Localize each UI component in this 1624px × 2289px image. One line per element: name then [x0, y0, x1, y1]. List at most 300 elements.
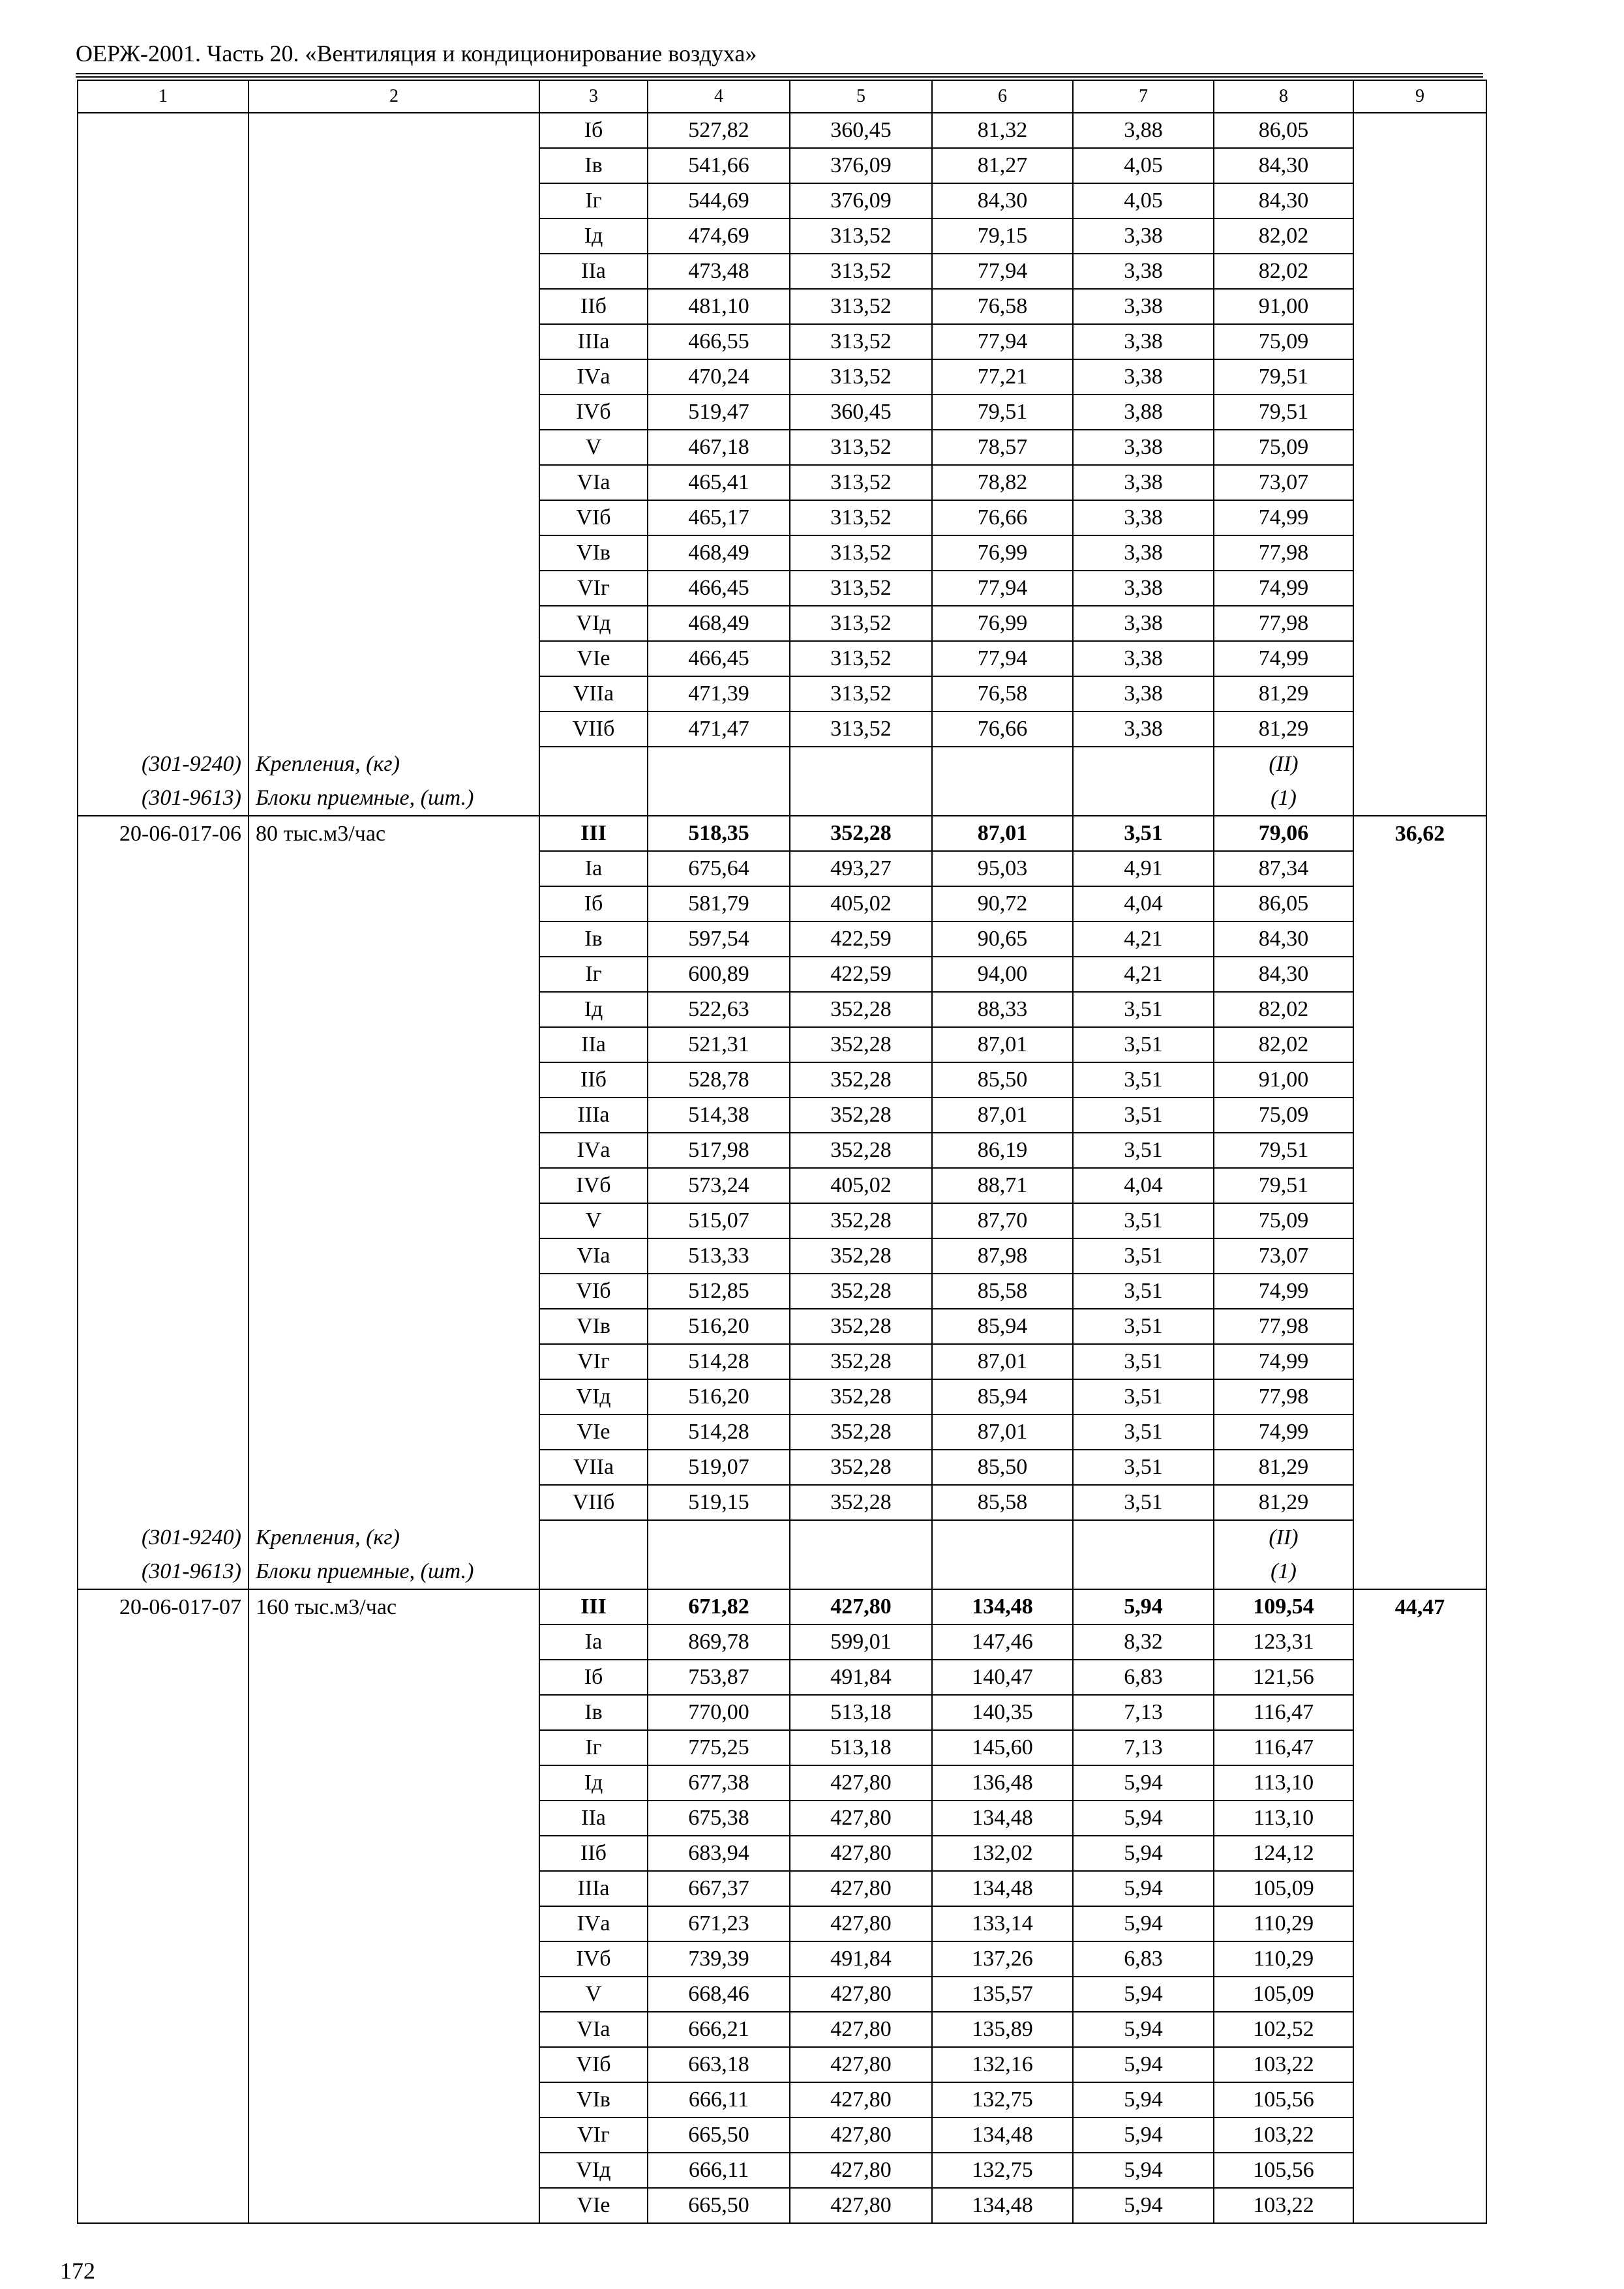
- machine-cost: 77,21: [932, 359, 1073, 395]
- empty-cell: [648, 747, 790, 781]
- wages: 352,28: [790, 1485, 932, 1520]
- materials: 73,07: [1214, 465, 1353, 500]
- materials: 105,09: [1214, 1871, 1353, 1906]
- wages: 313,52: [790, 218, 932, 254]
- empty-cell: [248, 606, 539, 641]
- table-row: [78, 641, 1486, 676]
- materials: 110,29: [1214, 1906, 1353, 1941]
- machine-cost: 95,03: [932, 851, 1073, 886]
- machinist-wages: 3,38: [1073, 254, 1214, 289]
- machinist-wages: 3,38: [1073, 500, 1214, 535]
- empty-cell: [248, 1309, 539, 1344]
- total-cost: 521,31: [648, 1027, 790, 1062]
- materials: 79,06: [1214, 816, 1353, 851]
- machine-cost: 134,48: [932, 1871, 1073, 1906]
- table-row: [78, 1695, 1486, 1730]
- machine-cost: 90,65: [932, 921, 1073, 957]
- total-cost: 573,24: [648, 1168, 790, 1203]
- zone-code: IIIа: [539, 1871, 648, 1906]
- machine-cost: 77,94: [932, 324, 1073, 359]
- table-row: [78, 254, 1486, 289]
- total-cost: 597,54: [648, 921, 790, 957]
- table-row: [78, 886, 1486, 921]
- column-number-row: [78, 80, 1486, 113]
- wages: 313,52: [790, 324, 932, 359]
- total-cost: 675,38: [648, 1801, 790, 1836]
- empty-cell: [790, 747, 932, 781]
- empty-cell: [248, 1977, 539, 2012]
- note-mark: (II): [1214, 1520, 1353, 1555]
- materials: 109,54: [1214, 1589, 1353, 1624]
- materials: 116,47: [1214, 1695, 1353, 1730]
- note-code: (301-9613): [78, 781, 248, 816]
- empty-cell: [248, 1695, 539, 1730]
- total-cost: 519,07: [648, 1450, 790, 1485]
- zone-code: IIб: [539, 289, 648, 324]
- table-row: [78, 1624, 1486, 1660]
- empty-cell: [1353, 359, 1486, 395]
- machinist-wages: 3,51: [1073, 1133, 1214, 1168]
- note-text: Блоки приемные, (шт.): [248, 1555, 539, 1589]
- machinist-wages: 4,04: [1073, 886, 1214, 921]
- empty-cell: [1353, 1765, 1486, 1801]
- wages: 352,28: [790, 1450, 932, 1485]
- empty-cell: [1353, 324, 1486, 359]
- empty-cell: [1353, 2047, 1486, 2082]
- machine-cost: 87,70: [932, 1203, 1073, 1238]
- machine-cost: 90,72: [932, 886, 1073, 921]
- machine-cost: 76,66: [932, 500, 1073, 535]
- empty-cell: [248, 676, 539, 711]
- empty-cell: [78, 1414, 248, 1450]
- materials: 75,09: [1214, 1203, 1353, 1238]
- empty-cell: [78, 1027, 248, 1062]
- table-row: [78, 1274, 1486, 1309]
- zone-code: VIв: [539, 1309, 648, 1344]
- empty-cell: [248, 851, 539, 886]
- zone-code: IIб: [539, 1062, 648, 1098]
- empty-cell: [78, 1801, 248, 1836]
- empty-cell: [248, 1344, 539, 1379]
- wages: 313,52: [790, 430, 932, 465]
- empty-cell: [78, 1238, 248, 1274]
- empty-cell: [248, 113, 539, 148]
- total-cost: 665,50: [648, 2188, 790, 2223]
- zone-code: VIе: [539, 641, 648, 676]
- empty-cell: [78, 395, 248, 430]
- empty-cell: [78, 1836, 248, 1871]
- empty-cell: [248, 2188, 539, 2223]
- empty-cell: [78, 957, 248, 992]
- zone-code: IVб: [539, 395, 648, 430]
- machine-cost: 78,57: [932, 430, 1073, 465]
- wages: 352,28: [790, 1203, 932, 1238]
- note-mark: (1): [1214, 1555, 1353, 1589]
- wages: 313,52: [790, 606, 932, 641]
- empty-cell: [78, 2188, 248, 2223]
- empty-cell: [248, 183, 539, 218]
- zone-code: Iд: [539, 992, 648, 1027]
- machinist-wages: 3,51: [1073, 992, 1214, 1027]
- empty-cell: [248, 535, 539, 571]
- empty-cell: [248, 289, 539, 324]
- table-row: [78, 1871, 1486, 1906]
- empty-cell: [1353, 781, 1486, 816]
- total-cost: 466,45: [648, 571, 790, 606]
- total-cost: 675,64: [648, 851, 790, 886]
- empty-cell: [1353, 1871, 1486, 1906]
- machinist-wages: 6,83: [1073, 1941, 1214, 1977]
- total-cost: 581,79: [648, 886, 790, 921]
- table-row: [78, 324, 1486, 359]
- empty-cell: [1353, 2012, 1486, 2047]
- zone-code: IIб: [539, 1836, 648, 1871]
- wages: 313,52: [790, 711, 932, 747]
- empty-cell: [248, 1485, 539, 1520]
- machine-cost: 85,58: [932, 1274, 1073, 1309]
- zone-code: VIIб: [539, 1485, 648, 1520]
- empty-cell: [1353, 1520, 1486, 1555]
- table-row: [78, 1941, 1486, 1977]
- machine-cost: 87,01: [932, 1344, 1073, 1379]
- materials: 77,98: [1214, 535, 1353, 571]
- materials: 84,30: [1214, 148, 1353, 183]
- materials: 124,12: [1214, 1836, 1353, 1871]
- machinist-wages: 5,94: [1073, 2188, 1214, 2223]
- table-row: [78, 992, 1486, 1027]
- empty-cell: [248, 1238, 539, 1274]
- wages: 427,80: [790, 2153, 932, 2188]
- zone-code: IVб: [539, 1941, 648, 1977]
- table-row: [78, 218, 1486, 254]
- empty-cell: [248, 1379, 539, 1414]
- empty-cell: [248, 1062, 539, 1098]
- machine-cost: 132,02: [932, 1836, 1073, 1871]
- machine-cost: 140,35: [932, 1695, 1073, 1730]
- wages: 599,01: [790, 1624, 932, 1660]
- empty-cell: [1353, 148, 1486, 183]
- wages: 352,28: [790, 1133, 932, 1168]
- empty-cell: [78, 1871, 248, 1906]
- table-row: [78, 1133, 1486, 1168]
- empty-cell: [248, 254, 539, 289]
- total-cost: 473,48: [648, 254, 790, 289]
- empty-cell: [1353, 957, 1486, 992]
- empty-cell: [248, 2012, 539, 2047]
- machine-cost: 85,58: [932, 1485, 1073, 1520]
- machinist-wages: 3,38: [1073, 676, 1214, 711]
- table-row: [78, 1344, 1486, 1379]
- machinist-wages: 3,51: [1073, 1274, 1214, 1309]
- zone-code: VIб: [539, 2047, 648, 2082]
- column-number: 1: [78, 80, 248, 113]
- total-cost: 468,49: [648, 606, 790, 641]
- empty-cell: [78, 1344, 248, 1379]
- machine-cost: 87,98: [932, 1238, 1073, 1274]
- table-row: [78, 1836, 1486, 1871]
- total-cost: 666,11: [648, 2153, 790, 2188]
- note-text: Блоки приемные, (шт.): [248, 781, 539, 816]
- wages: 313,52: [790, 254, 932, 289]
- wages: 352,28: [790, 992, 932, 1027]
- empty-cell: [1353, 1309, 1486, 1344]
- materials: 105,56: [1214, 2153, 1353, 2188]
- empty-cell: [248, 1765, 539, 1801]
- materials: 103,22: [1214, 2117, 1353, 2153]
- total-cost: 465,17: [648, 500, 790, 535]
- empty-cell: [78, 606, 248, 641]
- wages: 427,80: [790, 2188, 932, 2223]
- machinist-wages: 4,05: [1073, 148, 1214, 183]
- machine-cost: 88,71: [932, 1168, 1073, 1203]
- empty-cell: [78, 148, 248, 183]
- machine-cost: 76,58: [932, 289, 1073, 324]
- empty-cell: [78, 1203, 248, 1238]
- table-row: [78, 148, 1486, 183]
- total-cost: 471,47: [648, 711, 790, 747]
- materials: 77,98: [1214, 1379, 1353, 1414]
- wages: 493,27: [790, 851, 932, 886]
- empty-cell: [790, 1520, 932, 1555]
- empty-cell: [1073, 747, 1214, 781]
- material-note-row: [78, 1520, 1486, 1555]
- empty-cell: [790, 1555, 932, 1589]
- empty-cell: [1353, 851, 1486, 886]
- column-number: 7: [1073, 80, 1214, 113]
- machinist-wages: 3,51: [1073, 1485, 1214, 1520]
- zone-code: III: [539, 1589, 648, 1624]
- machine-cost: 147,46: [932, 1624, 1073, 1660]
- zone-code: IIIа: [539, 1098, 648, 1133]
- total-cost: 666,11: [648, 2082, 790, 2117]
- wages: 352,28: [790, 1274, 932, 1309]
- materials: 103,22: [1214, 2188, 1353, 2223]
- wages: 513,18: [790, 1730, 932, 1765]
- empty-cell: [248, 641, 539, 676]
- machinist-wages: 3,38: [1073, 641, 1214, 676]
- machine-cost: 87,01: [932, 1027, 1073, 1062]
- empty-cell: [78, 430, 248, 465]
- zone-code: Iг: [539, 183, 648, 218]
- machinist-wages: 3,38: [1073, 218, 1214, 254]
- empty-cell: [248, 359, 539, 395]
- empty-cell: [1353, 606, 1486, 641]
- zone-code: V: [539, 430, 648, 465]
- note-code: (301-9613): [78, 1555, 248, 1589]
- empty-cell: [78, 254, 248, 289]
- materials: 86,05: [1214, 886, 1353, 921]
- price-table-body: [78, 80, 1486, 2223]
- empty-cell: [1353, 921, 1486, 957]
- empty-cell: [78, 676, 248, 711]
- materials: 81,29: [1214, 676, 1353, 711]
- machinist-wages: 3,38: [1073, 324, 1214, 359]
- empty-cell: [248, 2153, 539, 2188]
- machine-cost: 140,47: [932, 1660, 1073, 1695]
- zone-code: VIд: [539, 606, 648, 641]
- header-rule-top: [76, 73, 1483, 74]
- empty-cell: [248, 500, 539, 535]
- empty-cell: [248, 1871, 539, 1906]
- empty-cell: [248, 430, 539, 465]
- empty-cell: [248, 1660, 539, 1695]
- table-row: [78, 1801, 1486, 1836]
- materials: 79,51: [1214, 359, 1353, 395]
- machinist-wages: 5,94: [1073, 2082, 1214, 2117]
- wages: 352,28: [790, 816, 932, 851]
- wages: 427,80: [790, 2117, 932, 2153]
- empty-cell: [248, 1414, 539, 1450]
- machine-cost: 132,75: [932, 2082, 1073, 2117]
- empty-cell: [1353, 2082, 1486, 2117]
- item-code: 20-06-017-06: [78, 816, 248, 851]
- table-row: [78, 1450, 1486, 1485]
- empty-cell: [648, 1555, 790, 1589]
- empty-cell: [78, 1133, 248, 1168]
- table-row: [78, 2153, 1486, 2188]
- empty-cell: [78, 641, 248, 676]
- empty-cell: [1353, 1027, 1486, 1062]
- wages: 352,28: [790, 1414, 932, 1450]
- machine-cost: 134,48: [932, 1801, 1073, 1836]
- zone-code: Iа: [539, 851, 648, 886]
- machinist-wages: 4,91: [1073, 851, 1214, 886]
- total-cost: 468,49: [648, 535, 790, 571]
- machinist-wages: 5,94: [1073, 1589, 1214, 1624]
- empty-cell: [78, 921, 248, 957]
- empty-cell: [1353, 1485, 1486, 1520]
- materials: 91,00: [1214, 1062, 1353, 1098]
- total-cost: 527,82: [648, 113, 790, 148]
- machine-cost: 77,94: [932, 571, 1073, 606]
- table-row: [78, 2082, 1486, 2117]
- zone-code: IIа: [539, 1801, 648, 1836]
- machine-cost: 85,94: [932, 1309, 1073, 1344]
- table-row: [78, 1589, 1486, 1624]
- empty-cell: [932, 1520, 1073, 1555]
- materials: 91,00: [1214, 289, 1353, 324]
- wages: 313,52: [790, 571, 932, 606]
- zone-code: III: [539, 816, 648, 851]
- labor-cost: 36,62: [1353, 816, 1486, 851]
- zone-code: Iд: [539, 218, 648, 254]
- machine-cost: 85,94: [932, 1379, 1073, 1414]
- empty-cell: [78, 1765, 248, 1801]
- empty-cell: [1353, 711, 1486, 747]
- empty-cell: [248, 1836, 539, 1871]
- materials: 105,09: [1214, 1977, 1353, 2012]
- total-cost: 528,78: [648, 1062, 790, 1098]
- empty-cell: [78, 289, 248, 324]
- empty-cell: [248, 1450, 539, 1485]
- table-row: [78, 1168, 1486, 1203]
- materials: 79,51: [1214, 1168, 1353, 1203]
- table-row: [78, 2188, 1486, 2223]
- wages: 313,52: [790, 289, 932, 324]
- total-cost: 667,37: [648, 1871, 790, 1906]
- table-row: [78, 1203, 1486, 1238]
- machine-cost: 132,16: [932, 2047, 1073, 2082]
- machinist-wages: 3,38: [1073, 535, 1214, 571]
- zone-code: VIа: [539, 2012, 648, 2047]
- zone-code: VIв: [539, 2082, 648, 2117]
- materials: 75,09: [1214, 324, 1353, 359]
- empty-cell: [78, 1168, 248, 1203]
- wages: 313,52: [790, 535, 932, 571]
- wages: 427,80: [790, 1977, 932, 2012]
- zone-code: IVа: [539, 1906, 648, 1941]
- empty-cell: [1073, 1555, 1214, 1589]
- empty-cell: [78, 113, 248, 148]
- empty-cell: [1073, 781, 1214, 816]
- machinist-wages: 5,94: [1073, 2153, 1214, 2188]
- zone-code: VIе: [539, 1414, 648, 1450]
- empty-cell: [1353, 2153, 1486, 2188]
- materials: 82,02: [1214, 1027, 1353, 1062]
- empty-cell: [1353, 1977, 1486, 2012]
- empty-cell: [248, 1906, 539, 1941]
- zone-code: Iа: [539, 1624, 648, 1660]
- total-cost: 515,07: [648, 1203, 790, 1238]
- empty-cell: [1353, 500, 1486, 535]
- total-cost: 466,45: [648, 641, 790, 676]
- empty-cell: [78, 500, 248, 535]
- machine-cost: 87,01: [932, 816, 1073, 851]
- machine-cost: 133,14: [932, 1906, 1073, 1941]
- empty-cell: [1353, 430, 1486, 465]
- empty-cell: [1353, 1660, 1486, 1695]
- machine-cost: 76,58: [932, 676, 1073, 711]
- machine-cost: 132,75: [932, 2153, 1073, 2188]
- zone-code: Iв: [539, 921, 648, 957]
- table-row: [78, 1309, 1486, 1344]
- machine-cost: 145,60: [932, 1730, 1073, 1765]
- table-row: [78, 1765, 1486, 1801]
- note-code: (301-9240): [78, 1520, 248, 1555]
- empty-cell: [248, 1730, 539, 1765]
- machine-cost: 134,48: [932, 2117, 1073, 2153]
- materials: 75,09: [1214, 430, 1353, 465]
- materials: 77,98: [1214, 1309, 1353, 1344]
- empty-cell: [1353, 1730, 1486, 1765]
- note-mark: (1): [1214, 781, 1353, 816]
- total-cost: 671,23: [648, 1906, 790, 1941]
- wages: 360,45: [790, 395, 932, 430]
- wages: 427,80: [790, 1871, 932, 1906]
- table-row: [78, 113, 1486, 148]
- wages: 491,84: [790, 1660, 932, 1695]
- total-cost: 541,66: [648, 148, 790, 183]
- table-row: [78, 1485, 1486, 1520]
- machinist-wages: 3,38: [1073, 711, 1214, 747]
- total-cost: 516,20: [648, 1309, 790, 1344]
- total-cost: 668,46: [648, 1977, 790, 2012]
- total-cost: 519,47: [648, 395, 790, 430]
- machine-cost: 94,00: [932, 957, 1073, 992]
- machine-cost: 81,32: [932, 113, 1073, 148]
- machine-cost: 77,94: [932, 641, 1073, 676]
- total-cost: 869,78: [648, 1624, 790, 1660]
- empty-cell: [539, 747, 648, 781]
- wages: 352,28: [790, 1027, 932, 1062]
- empty-cell: [78, 2047, 248, 2082]
- empty-cell: [1353, 641, 1486, 676]
- table-row: [78, 851, 1486, 886]
- wages: 313,52: [790, 465, 932, 500]
- empty-cell: [78, 2117, 248, 2153]
- machinist-wages: 7,13: [1073, 1695, 1214, 1730]
- table-row: [78, 1660, 1486, 1695]
